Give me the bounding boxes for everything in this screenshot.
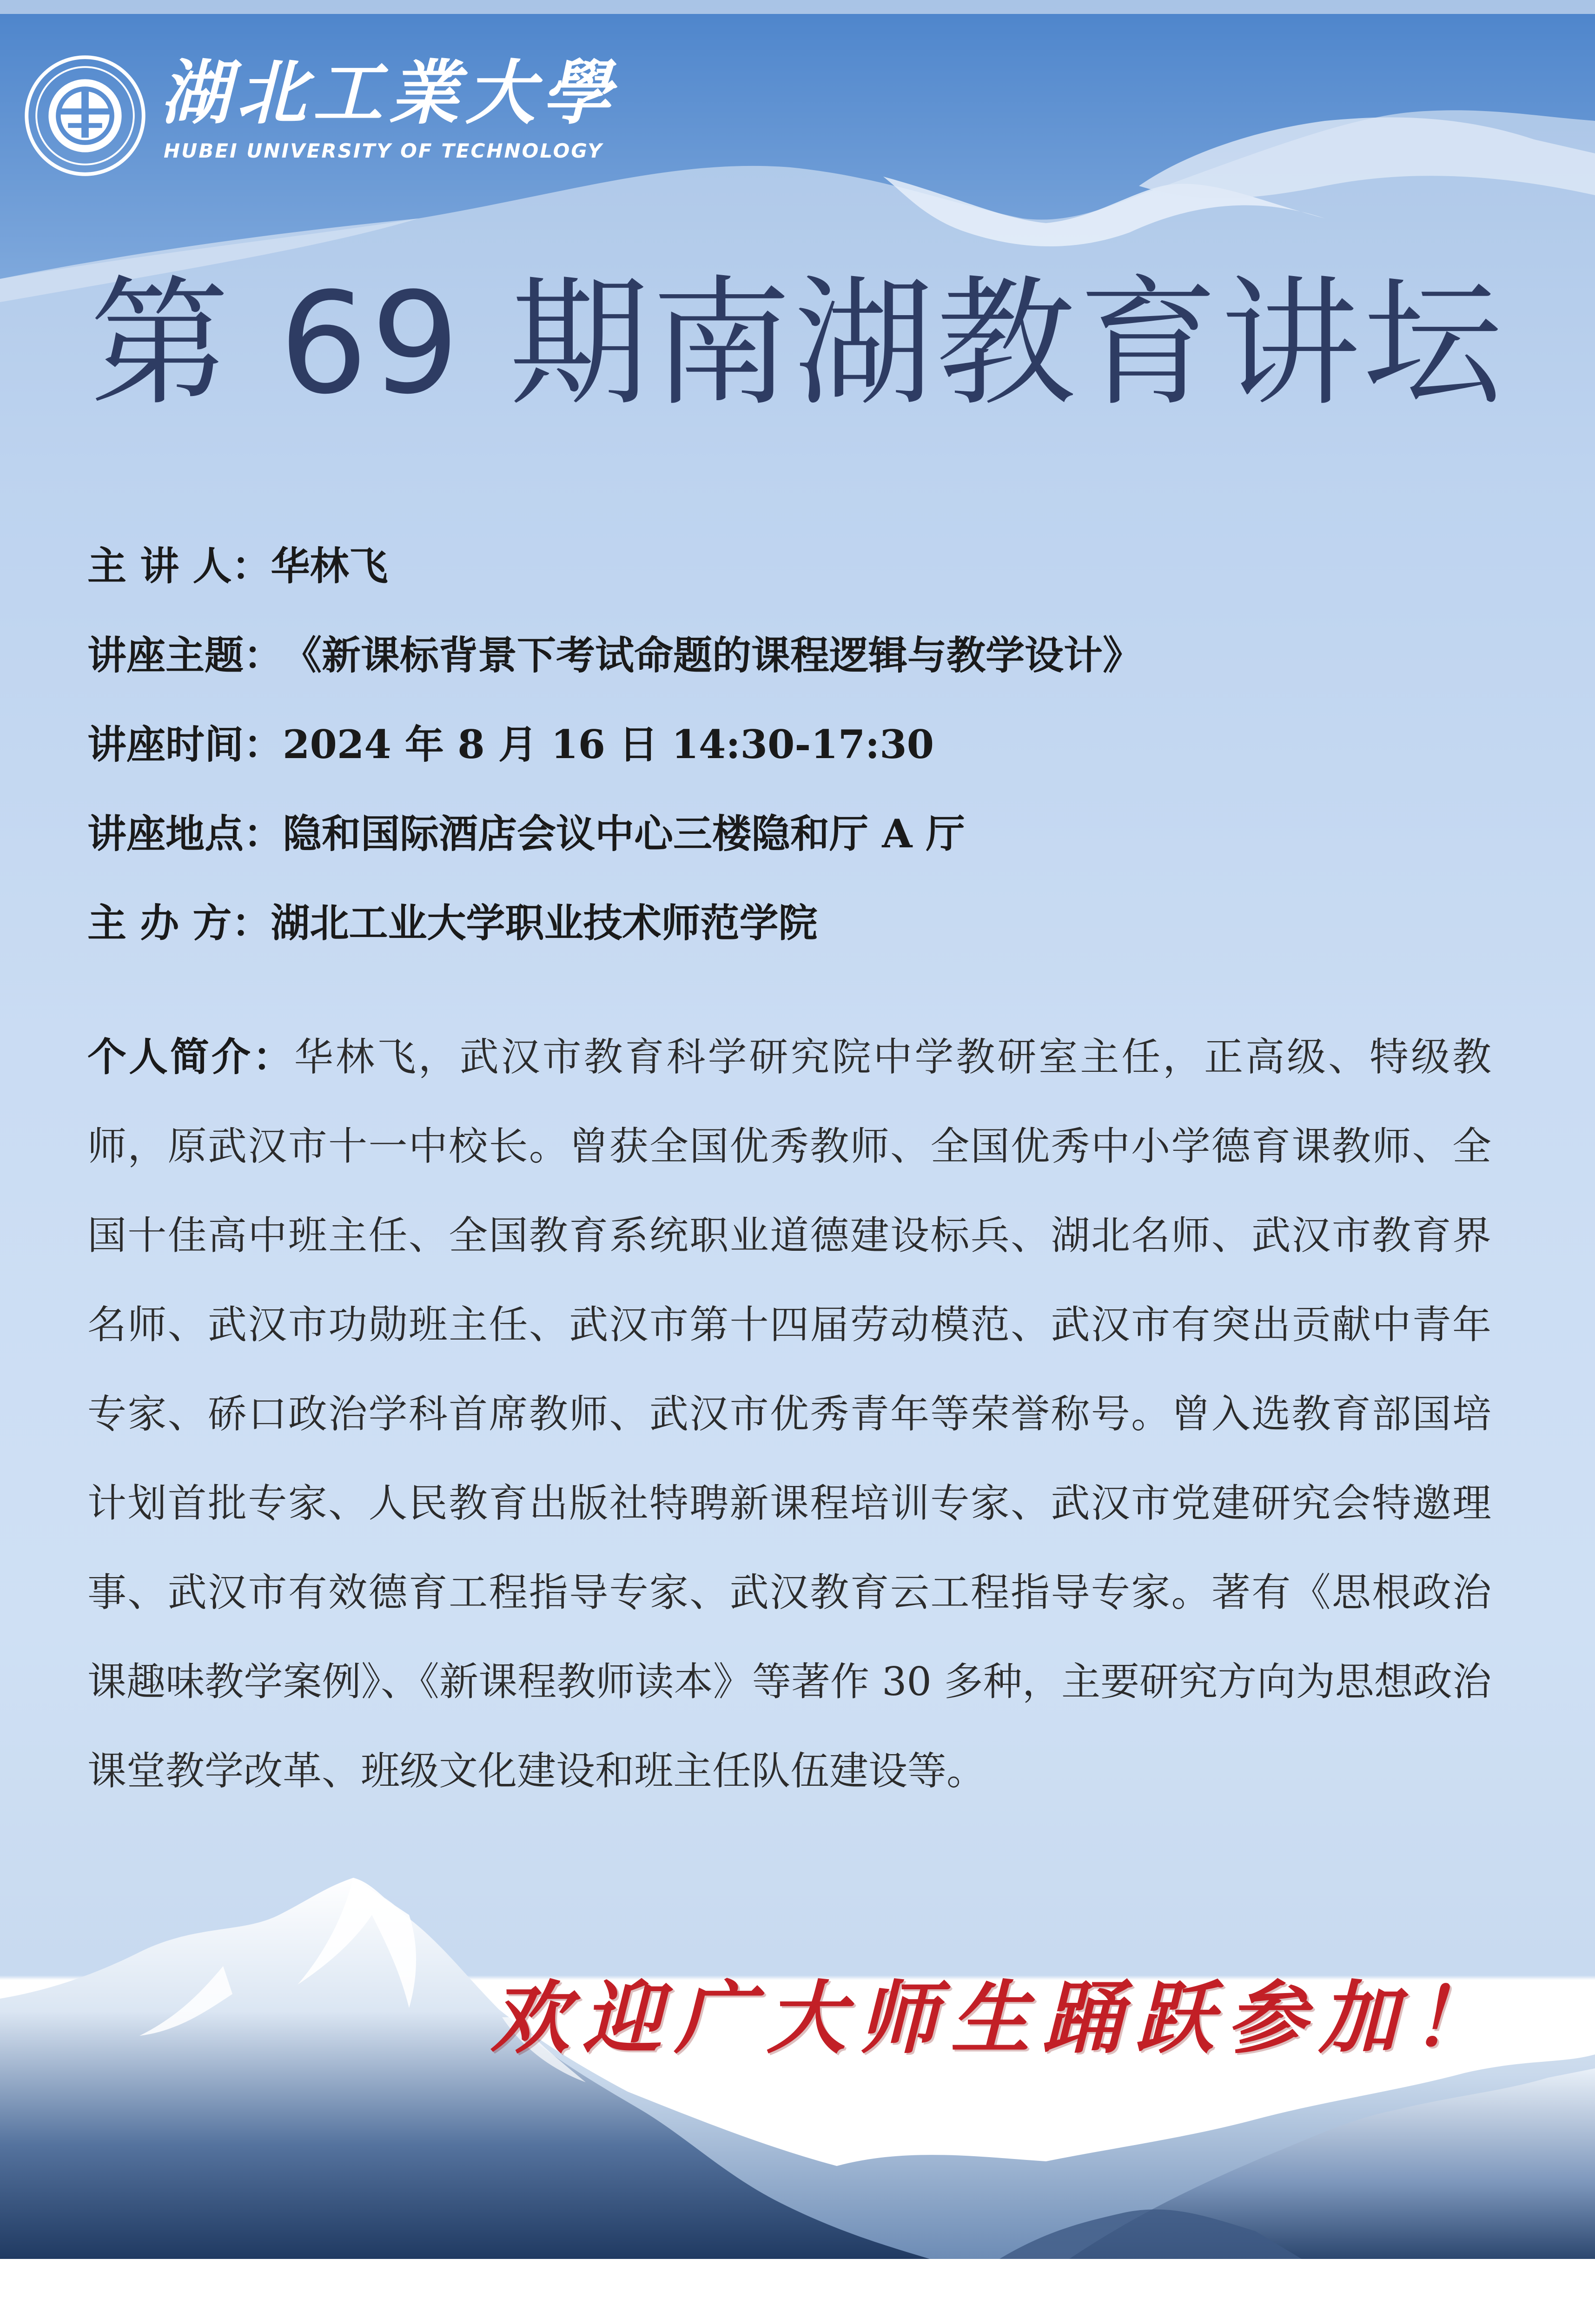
time-label: 讲座时间： bbox=[87, 721, 283, 767]
topic-label: 讲座主题： bbox=[87, 632, 283, 678]
speaker-bio bbox=[87, 1012, 1491, 1816]
organizer-value: 湖北工业大学职业技术师范学院 bbox=[271, 900, 818, 946]
lecture-info-list bbox=[87, 534, 1529, 980]
university-emblem-logo bbox=[24, 55, 146, 177]
topic-row bbox=[87, 623, 1529, 712]
location-row bbox=[87, 801, 1529, 891]
speaker-value: 华林飞 bbox=[271, 543, 388, 589]
organizer-row bbox=[87, 891, 1529, 980]
time-value: 2024 年 8 月 16 日 14:30-17:30 bbox=[283, 721, 934, 767]
speaker-row bbox=[87, 534, 1529, 623]
topic-value: 《新课标背景下考试命题的课程逻辑与教学设计》 bbox=[283, 632, 1142, 678]
location-value: 隐和国际酒店会议中心三楼隐和厅 A 厅 bbox=[283, 811, 965, 857]
university-name-en: HUBEI UNIVERSITY OF TECHNOLOGY bbox=[164, 139, 603, 162]
poster-title: 第 69 期南湖教育讲坛 bbox=[90, 263, 1505, 425]
location-label: 讲座地点： bbox=[87, 811, 283, 857]
bio-label: 个人简介： bbox=[87, 1034, 294, 1080]
bio-text: 华林飞，武汉市教育科学研究院中学教研室主任，正高级、特级教师，原武汉市十一中校长。曾获全国优秀教师、全国优秀中小学德育课教师、全国十佳高中班主任、全国教育系统职业道德建设标兵、湖北名师、武汉市教育界名师、武汉市功勋班主任、武汉市第十四届劳动模范、武汉市有突出贡献中青年专家、硚口政治学科首席教师、武汉市优秀青年等荣誉称号。曾入选教育部国培计划首批专家、人民教育出版社特聘新课程培训专家、武汉市党建研究会特邀理事、武汉市有效德育工程指导专家、武汉教育云工程指导专家。著有《思根政治课趣味教学案例》、《新课程教师读本》等著作 30 多种，主要研究方向为思想政治课堂教学改革、班级文化建设和班主任队伍建设等。 bbox=[87, 1034, 1491, 1794]
welcome-slogan: 欢迎广大师生踊跃参加！ bbox=[490, 1972, 1503, 2065]
organizer-label: 主 办 方： bbox=[87, 900, 271, 946]
time-row bbox=[87, 712, 1529, 801]
university-name-logo-text: 湖北工業大學 bbox=[160, 52, 618, 134]
speaker-label: 主 讲 人： bbox=[87, 543, 271, 589]
